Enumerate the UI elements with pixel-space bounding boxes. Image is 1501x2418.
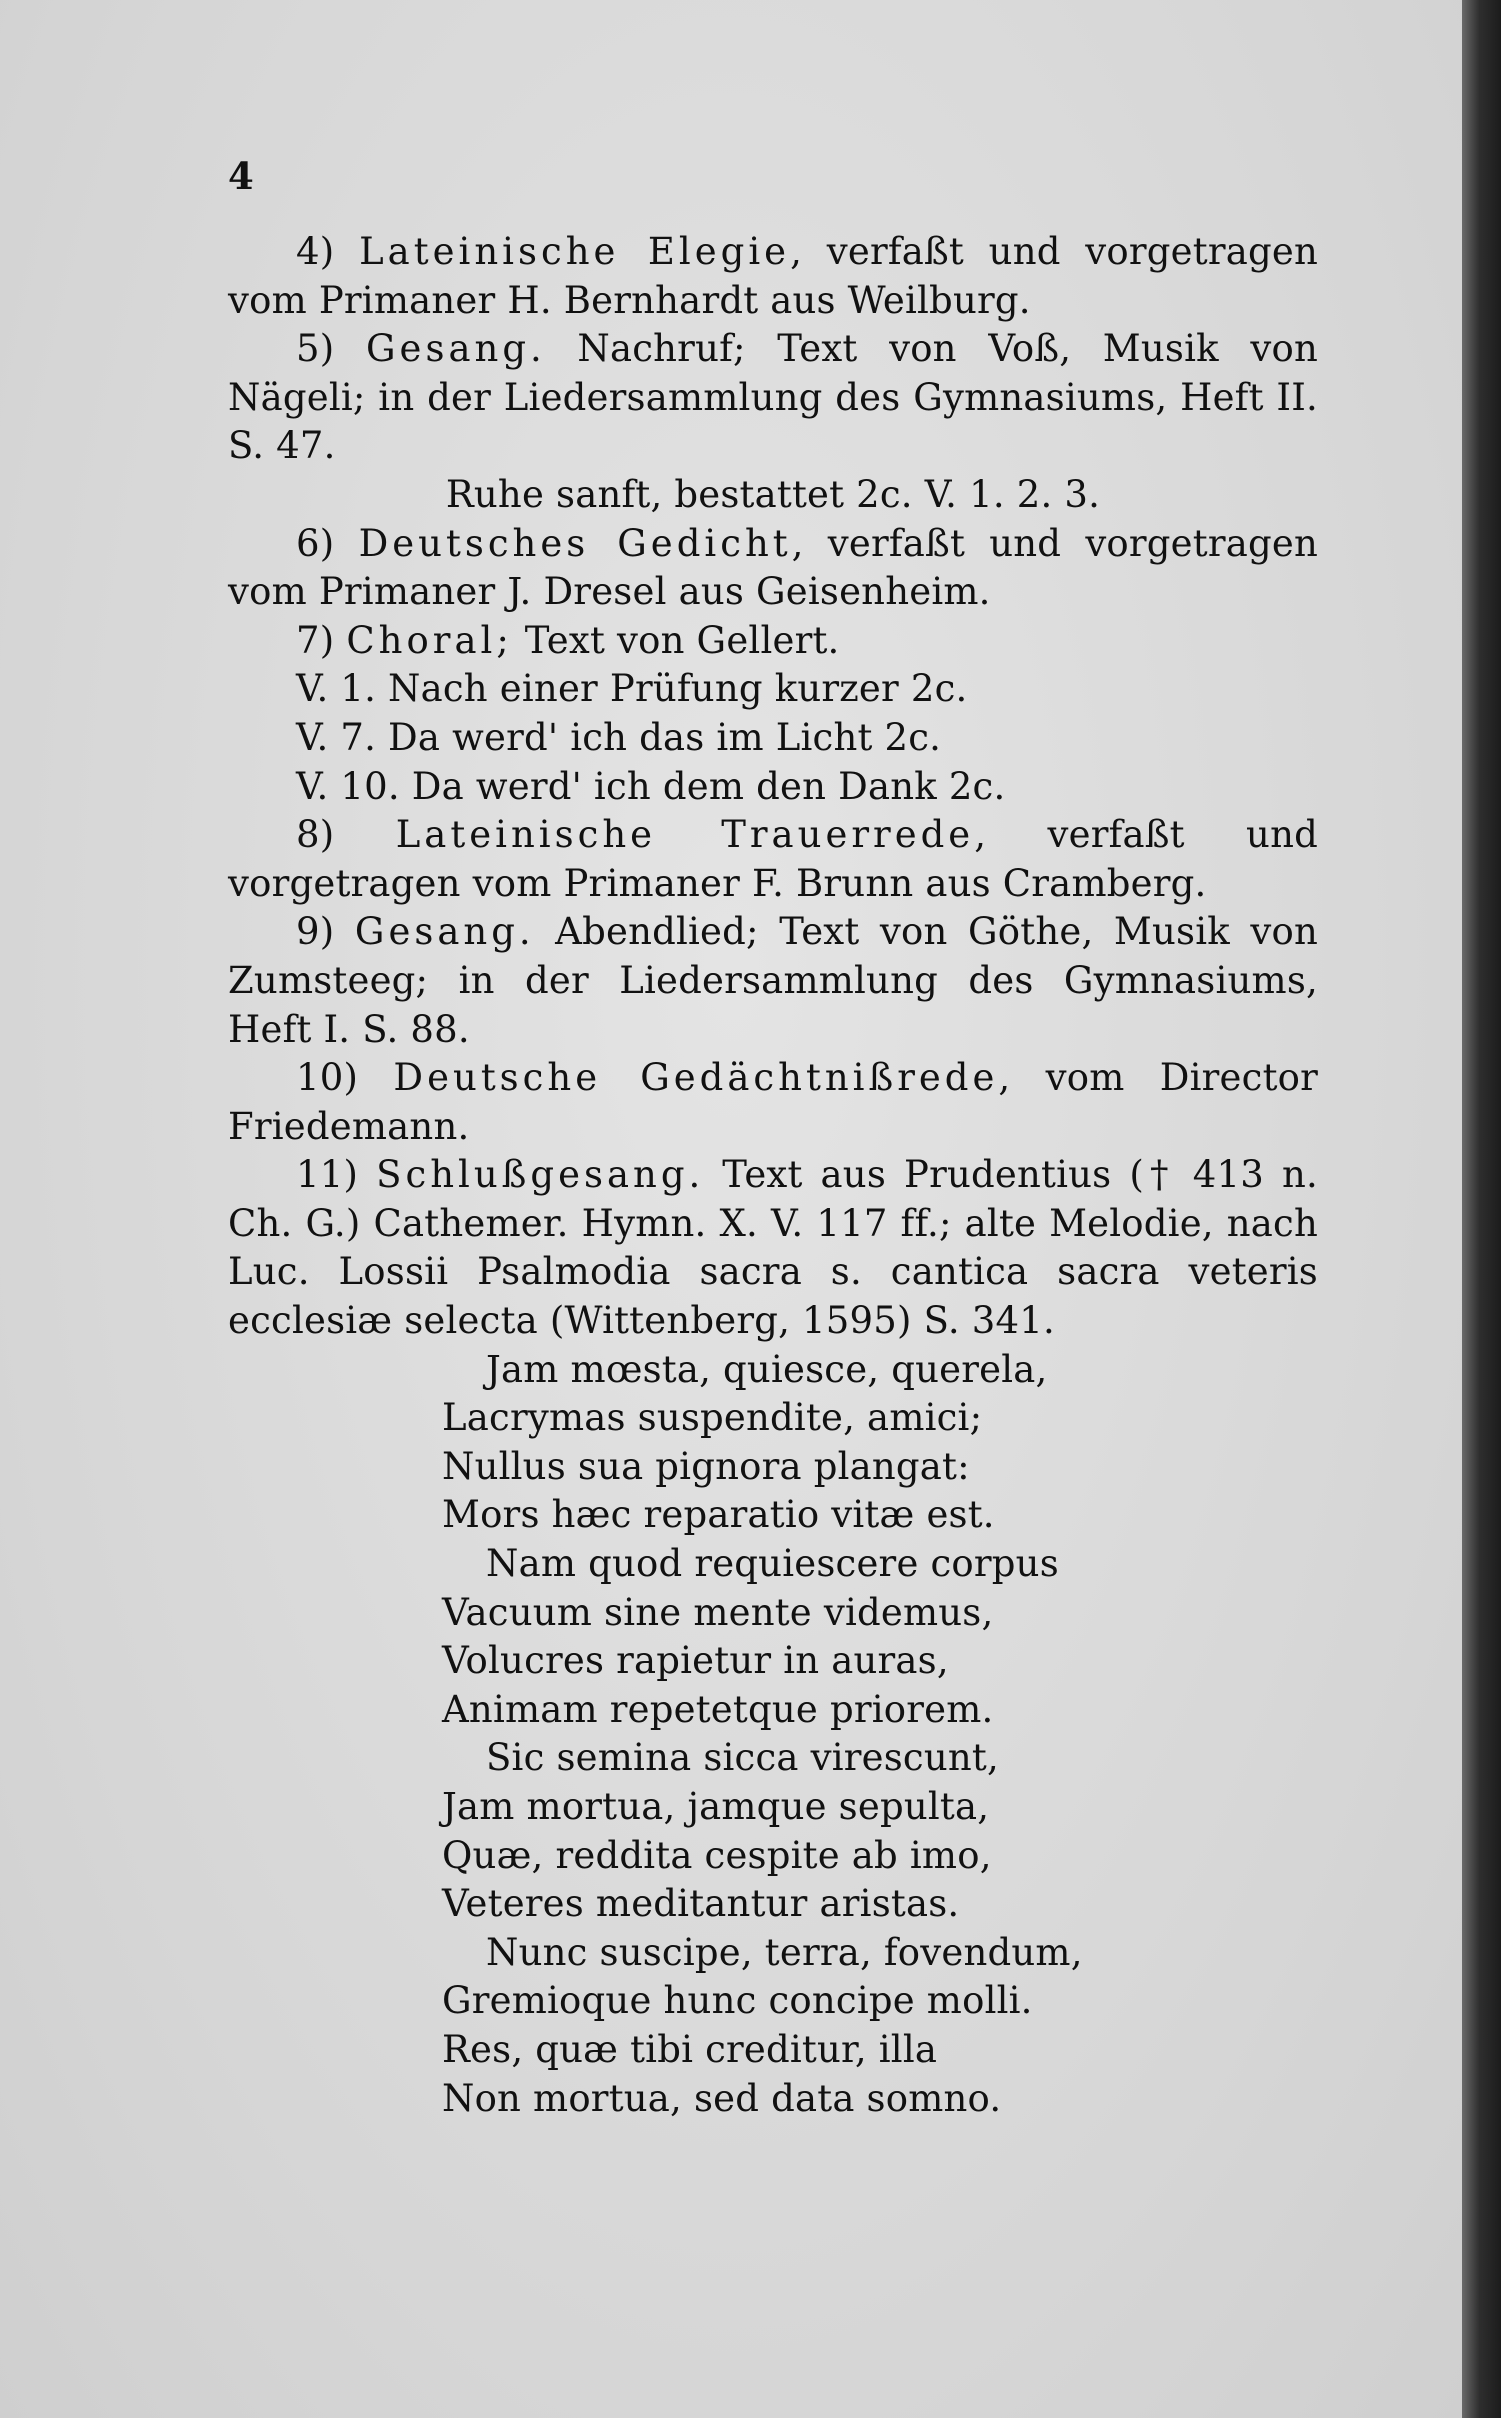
poem-line: Nullus sua pignora plangat: [442, 1444, 970, 1488]
item-number: 10) [296, 1056, 359, 1100]
item-title: Gesang. [366, 327, 546, 371]
poem-line: Res, quæ tibi creditur, illa [442, 2027, 938, 2071]
item-title: Deutsche Gedächtnißrede [393, 1056, 999, 1100]
item-text: Abendlied; Text von Göthe, Musik von Zumsteeg; in der Liedersammlung des Gymnasiums, Heft I. S. 88. [228, 910, 1318, 1051]
item-title: Gesang. [354, 910, 535, 954]
item-7-verse-7: V. 7. Da werd' ich das im Licht 2c. [296, 715, 942, 759]
program-item-4 [228, 228, 1318, 325]
poem-line: Volucres rapietur in auras, [442, 1639, 949, 1683]
page-number: 4 [228, 154, 254, 198]
poem-line: Gremioque hunc concipe molli. [442, 1979, 1033, 2023]
poem-line: Quæ, reddita cespite ab imo, [442, 1833, 992, 1877]
poem-line: Animam repetetque priorem. [442, 1687, 994, 1731]
item-title: Schlußgesang. [376, 1153, 705, 1197]
item-title: Deutsches Gedicht [358, 521, 792, 565]
poem-line: Nunc suscipe, terra, fovendum, [486, 1930, 1083, 1974]
item-text: Text aus Prudentius († 413 n. Ch. G.) Cathemer. Hymn. X. V. 117 ff.; alte Melodie, nach Luc. Lossii Psalmodia sacra s. cantica sacra veteris ecclesiæ selecta (Wittenberg, 1595) S. 341. [228, 1153, 1318, 1343]
program-item-9 [228, 908, 1318, 1054]
poem-line: Veteres meditantur aristas. [442, 1882, 960, 1926]
item-text: Text von Gellert. [512, 618, 840, 662]
item-7-verse-1: V. 1. Nach einer Prüfung kurzer 2c. [296, 667, 968, 711]
item-text: , verfaßt und vorgetragen vom Primaner F. Brunn aus Cramberg. [228, 813, 1318, 905]
poem-line: Jam mœsta, quiesce, querela, [486, 1347, 1048, 1391]
item-number: 4) [296, 230, 335, 273]
item-number: 6) [296, 521, 335, 565]
item-title: Lateinische Trauerrede [395, 813, 975, 857]
program-item-5 [228, 325, 1318, 471]
item-number: 5) [296, 327, 335, 371]
item-number: 9) [296, 910, 335, 954]
item-text: , verfaßt und vorgetragen vom Primaner J. Dresel aus Geisenheim. [228, 521, 1318, 614]
item-title: Choral; [346, 618, 513, 662]
item-text: , verfaßt und vorgetragen vom Primaner H. Bernhardt aus Weilburg. [228, 230, 1318, 322]
item-number: 7) [296, 618, 335, 662]
item-number: 11) [296, 1153, 359, 1197]
program-item-11 [228, 1151, 1318, 1345]
poem-line: Nam quod requiescere corpus [486, 1542, 1059, 1586]
program-item-7 [228, 617, 1318, 666]
item-title: Lateinische Elegie [359, 230, 791, 273]
program-item-8 [228, 811, 1318, 908]
poem-line: Mors hæc reparatio vitæ est. [442, 1493, 995, 1537]
latin-poem [228, 1346, 1318, 2124]
page-content [228, 152, 1318, 2123]
item-5-verse-line: Ruhe sanft, bestattet 2c. V. 1. 2. 3. [445, 472, 1101, 516]
program-item-10 [228, 1054, 1318, 1151]
item-7-verse-10: V. 10. Da werd' ich dem den Dank 2c. [296, 764, 1006, 808]
page-binding-shadow [1462, 0, 1501, 2418]
program-item-6 [228, 520, 1318, 617]
poem-line: Vacuum sine mente videmus, [442, 1590, 994, 1634]
poem-line: Jam mortua, jamque sepulta, [442, 1785, 990, 1828]
item-number: 8) [296, 813, 335, 857]
poem-line: Lacrymas suspendite, amici; [442, 1396, 983, 1440]
item-text: , vom Director Friedemann. [228, 1056, 1319, 1148]
poem-line: Non mortua, sed data somno. [442, 2076, 1002, 2120]
item-text: Nachruf; Text von Voß, Musik von Nägeli; in der Liedersammlung des Gymnasiums, Heft II. S. 47. [228, 327, 1318, 468]
poem-line: Sic semina sicca virescunt, [486, 1736, 999, 1780]
